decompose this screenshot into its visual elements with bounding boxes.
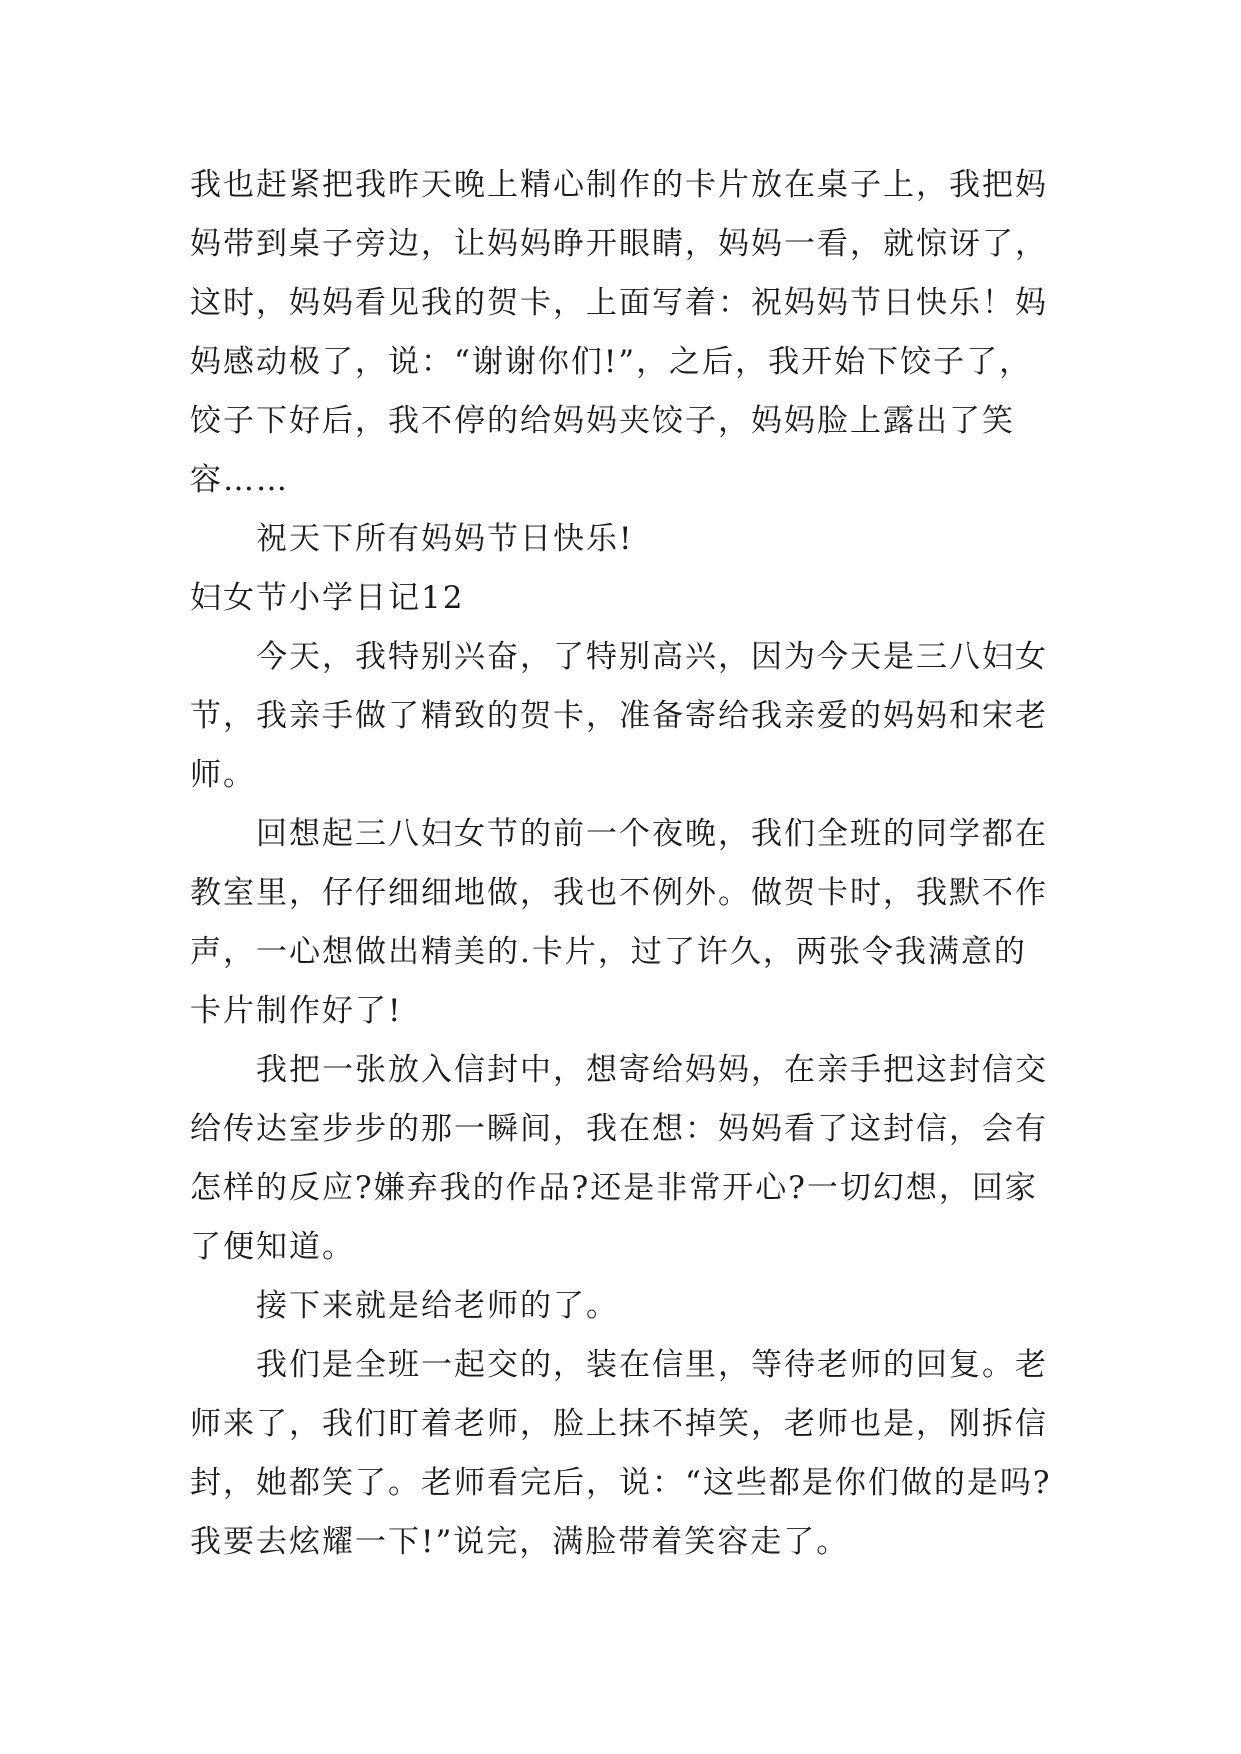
- text-line: 节，我亲手做了精致的贺卡，准备寄给我亲爱的妈妈和宋老: [190, 698, 1048, 734]
- text-line: 我们是全班一起交的，装在信里，等待老师的回复。老: [256, 1347, 1048, 1383]
- text-line: 饺子下好后，我不停的给妈妈夹饺子，妈妈脸上露出了笑: [190, 403, 1015, 439]
- text-line: 接下来就是给老师的了。: [256, 1288, 619, 1324]
- section-heading: 妇女节小学日记12: [190, 580, 465, 616]
- text-line: 了便知道。: [190, 1229, 355, 1265]
- document-body: [190, 156, 1060, 1572]
- text-line: 给传达室步步的那一瞬间，我在想：妈妈看了这封信，会有: [190, 1111, 1048, 1147]
- text-line: 容……: [190, 462, 289, 498]
- text-line: 妈带到桌子旁边，让妈妈睁开眼睛，妈妈一看，就惊讶了，: [190, 226, 1048, 262]
- text-line: 我把一张放入信封中，想寄给妈妈，在亲手把这封信交: [256, 1052, 1048, 1088]
- text-line: 教室里，仔仔细细地做，我也不例外。做贺卡时，我默不作: [190, 875, 1048, 911]
- text-line: 我要去炫耀一下!”说完，满脸带着笑容走了。: [190, 1524, 850, 1560]
- text-line: 妈感动极了，说：“谢谢你们!”，之后，我开始下饺子了，: [190, 344, 1033, 380]
- text-line: 这时，妈妈看见我的贺卡，上面写着：祝妈妈节日快乐！妈: [190, 285, 1048, 321]
- text-line: 师。: [190, 757, 256, 793]
- text-line: 卡片制作好了!: [190, 993, 403, 1029]
- text-line: 我也赶紧把我昨天晚上精心制作的卡片放在桌子上，我把妈: [190, 167, 1048, 203]
- text-line: 回想起三八妇女节的前一个夜晚，我们全班的同学都在: [256, 816, 1048, 852]
- text-line: 声，一心想做出精美的.卡片，过了许久，两张令我满意的: [190, 934, 1027, 970]
- text-line: 封，她都笑了。老师看完后，说：“这些都是你们做的是吗?: [190, 1465, 1052, 1501]
- text-line: 祝天下所有妈妈节日快乐!: [256, 521, 634, 557]
- text-line: 怎样的反应?嫌弃我的作品?还是非常开心?一切幻想，回家: [190, 1170, 1038, 1206]
- text-line: 今天，我特别兴奋，了特别高兴，因为今天是三八妇女: [256, 639, 1048, 675]
- text-line: 师来了，我们盯着老师，脸上抹不掉笑，老师也是，刚拆信: [190, 1406, 1048, 1442]
